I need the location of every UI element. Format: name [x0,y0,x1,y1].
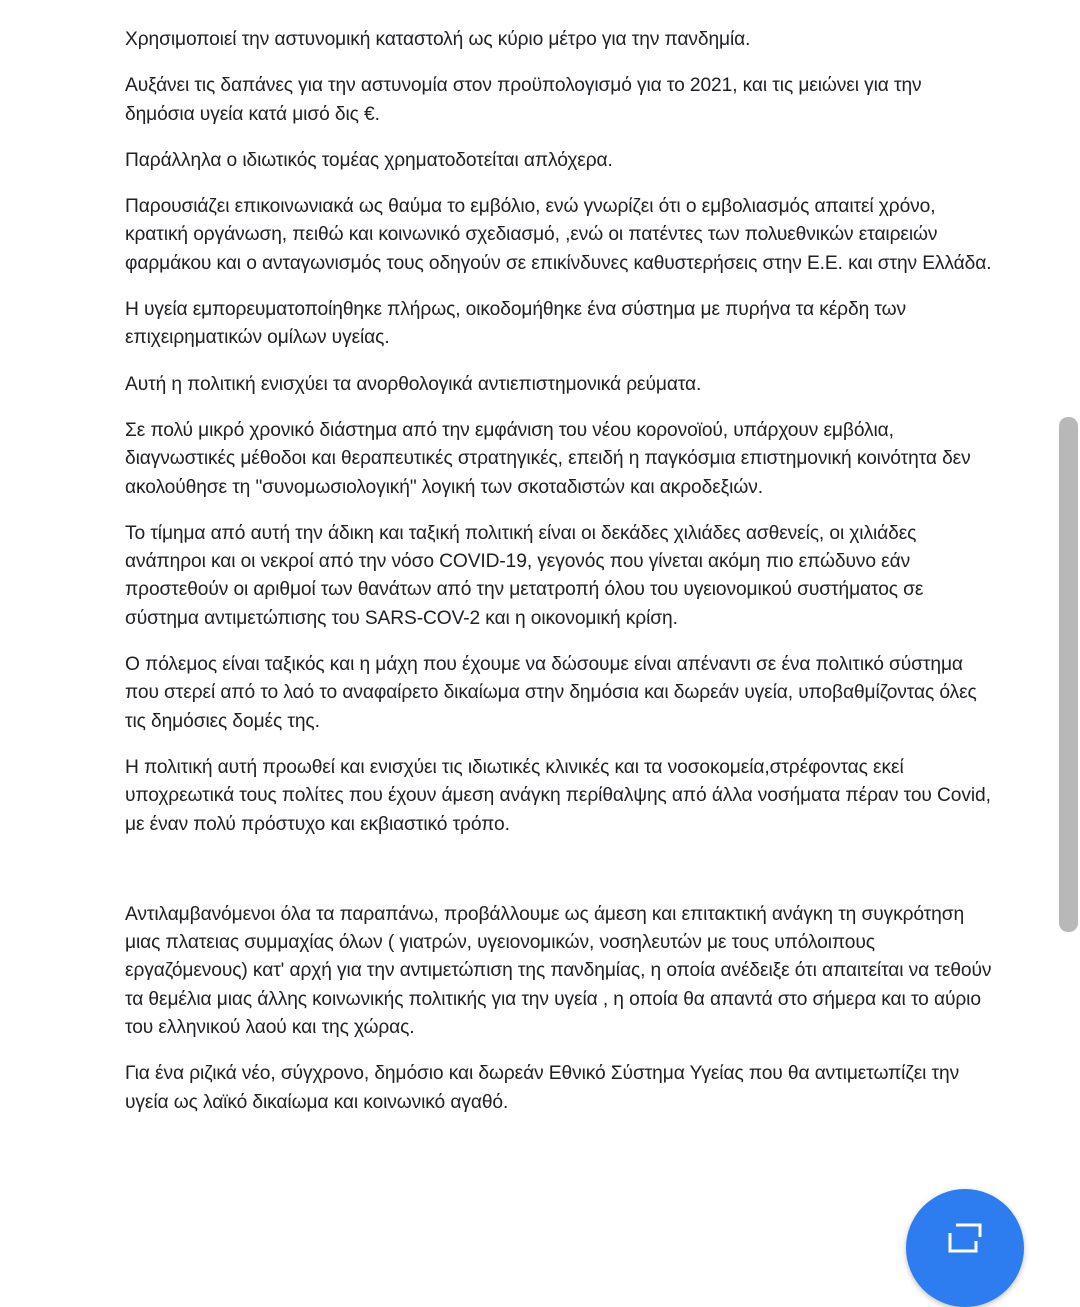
scrollbar-thumb[interactable] [1059,417,1078,932]
paragraph-10: Η πολιτική αυτή προωθεί και ενισχύει τις ιδιωτικές κλινικές και τα νοσοκομεία,στρέφοντας εκεί υποχρεωτικά τους πολίτες που έχουν άμεση ανάγκη περίθαλψης από άλλα νοσήματα πέραν του Covid, με έναν πολύ πρόστυχο και εκβιαστικό τρόπο. [125,756,991,835]
paragraph-2: Αυξάνει τις δαπάνες για την αστυνομία στον προϋπολογισμό για το 2021, και τις μειώνει για την δημόσια υγεία κατά μισό δις €. [125,75,922,125]
paragraph-8: Το τίμημα από αυτή την άδικη και ταξική πολιτική είναι οι δεκάδες χιλιάδες ασθενείς, οι χιλιάδες ανάπηροι και οι νεκροί από την νόσο COVID-19, γεγονός που γίνεται ακόμη πιο επώδυνο εάν προστεθούν οι αριθμοί των θανάτων από την μετατροπή όλου του υγειονομικού συστήματος σε σύστημα αντιμετώπισης του SARS-COV-2 και η οικονομική κρίση. [125,522,924,629]
paragraph-3: Παράλληλα ο ιδιωτικός τομέας χρηματοδοτείται απλόχερα. [125,149,613,171]
paragraph-9: Ο πόλεμος είναι ταξικός και η μάχη που έχουμε να δώσουμε είναι απέναντι σε ένα πολιτικό σύστημα που στερεί από το λαό το αναφαίρετο δικαίωμα στην δημόσια και δωρεάν υγεία, υποβαθμίζοντας όλες τις δημόσιες δομές της. [125,654,977,732]
document-body [125,26,995,1135]
paragraph-6: Αυτή η πολιτική ενισχύει τα ανορθολογικά αντιεπιστημονικά ρεύματα. [125,373,702,395]
paragraph-4: Παρουσιάζει επικοινωνιακά ως θαύμα το εμβόλιο, ενώ γνωρίζει ότι ο εμβολιασμός απαιτεί χρόνο, κρατική οργάνωση, πειθώ και κοινωνικό σχεδιασμό, ,ενώ οι πατέντες των πολυεθνικών εταιρειών φαρμάκου και ο ανταγωνισμός τους οδηγούν σε επικίνδυνες καθυστερήσεις στην Ε.Ε. και στην Ελλάδα. [125,196,992,274]
paragraph-12: Για ένα ριζικά νέο, σύγχρονο, δημόσιο και δωρεάν Εθνικό Σύστημα Υγείας που θα αντιμετωπίζει την υγεία ως λαϊκό δικαίωμα και κοινωνικό αγαθό. [125,1063,960,1113]
paragraph-1: Χρησιμοποιεί την αστυνομική καταστολή ως κύριο μέτρο για την πανδημία. [125,29,751,50]
paragraph-7: Σε πολύ μικρό χρονικό διάστημα από την εμφάνιση του νέου κορονοϊού, υπάρχουν εμβόλια, διαγνωστικές μέθοδοι και θεραπευτικές στρατηγικές, επειδή η παγκόσμια επιστημονική κοινότητα δεν ακολούθησε τη "συνομωσιολογική" λογική των σκοταδιστών και ακροδεξιών. [125,419,971,498]
edit-comment-icon [946,1221,984,1255]
paragraph-11: Αντιλαμβανόμενοι όλα τα παραπάνω, προβάλλουμε ως άμεση και επιτακτική ανάγκη τη συγκρότηση μιας πλατειας συμμαχίας όλων ( γιατρών, υγειονομικών, νοσηλευτών με τους υπόλοιπους εργαζόμενους) κατ' αρχή για την αντιμετώπιση της πανδημίας, η οποία ανέδειξε ότι απαιτείται να τεθούν τα θεμέλια μιας άλλης κοινωνικής πολιτικής για την υγεία , η οποία θα απαντά στο σήμερα και το αύριο του ελληνικού λαού και της χώρας. [125,903,992,1039]
paragraph-spacer [125,857,995,901]
edit-fab-button[interactable] [906,1189,1024,1307]
paragraph-5: Η υγεία εμπορευματοποίηθηκε πλήρως, οικοδομήθηκε ένα σύστημα με πυρήνα τα κέρδη των επιχειρηματικών ομίλων υγείας. [125,299,906,349]
